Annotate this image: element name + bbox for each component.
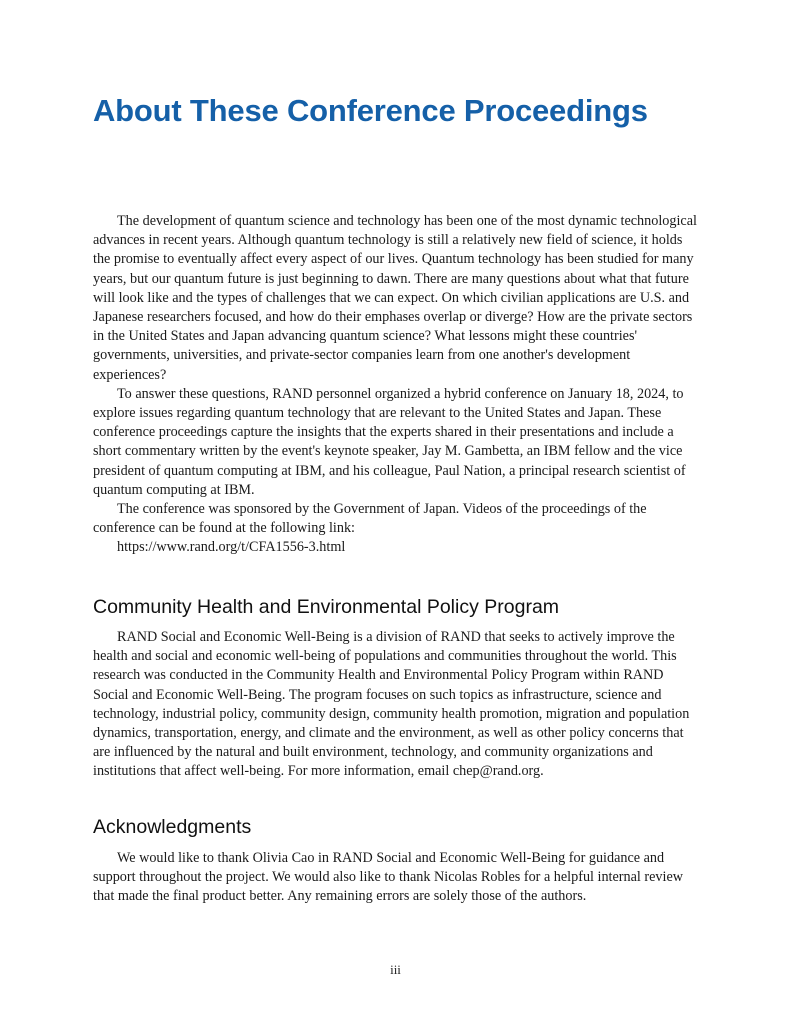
intro-paragraph: To answer these questions, RAND personnel organized a hybrid conference on January 18, 2024, to explore issues regarding quantum technology that are relevant to the United States and Japan. These conference proceedings capture the insights that the experts shared in their presentations and include a short commentary written by the event's keynote speaker, Jay M. Gambetta, an IBM fellow and the vice president of quantum computing at IBM, and his colleague, Paul Nation, a principal research scientist of quantum computing at IBM. [93,385,686,498]
acknowledgments-paragraph: We would like to thank Olivia Cao in RAND Social and Economic Well-Being for guidance and support throughout the project. We would also like to thank Nicolas Robles for a helpful internal review that made the final product better. Any remaining errors are solely those of the authors. [93,850,683,905]
community-section [93,628,698,782]
acknowledgments-heading: Acknowledgments [93,816,252,838]
intro-section [93,212,698,558]
community-paragraph: RAND Social and Economic Well-Being is a division of RAND that seeks to actively improve the health and social and economic well-being of populations and communities throughout the world. This research was conducted in the Community Health and Environmental Policy Program within RAND Social and Economic Well-Being. The program focuses on such topics as infrastructure, science and technology, industrial policy, community design, community health promotion, migration and population dynamics, transportation, energy, and climate and the environment, as well as other policy concerns that are influenced by the natural and built environment, technology, and community organizations and institutions that affect well-being. For more information, email chep@rand.org. [93,629,690,780]
proceedings-link[interactable]: https://www.rand.org/t/CFA1556-3.html [117,539,346,556]
intro-paragraph: The conference was sponsored by the Government of Japan. Videos of the proceedings of the conference can be found at the following link: [93,501,647,537]
page-title: About These Conference Proceedings [93,93,648,128]
page-number: iii [390,962,401,977]
community-heading: Community Health and Environmental Policy Program [93,596,560,618]
acknowledgments-section [93,849,698,907]
intro-paragraph: The development of quantum science and technology has been one of the most dynamic technological advances in recent years. Although quantum technology is still a relatively new field of science, it holds the promise to eventually affect every aspect of our lives. Quantum technology has been studied for many years, but our quantum future is just beginning to dawn. There are many questions about what that future will look like and the types of challenges that we can expect. On which civilian applications are U.S. and Japanese researchers focused, and how do their emphases overlap or diverge? How are the private sectors in the United States and Japan advancing quantum science? What lessons might these countries' governments, universities, and private-sector companies learn from one another's development experiences? [93,213,697,383]
